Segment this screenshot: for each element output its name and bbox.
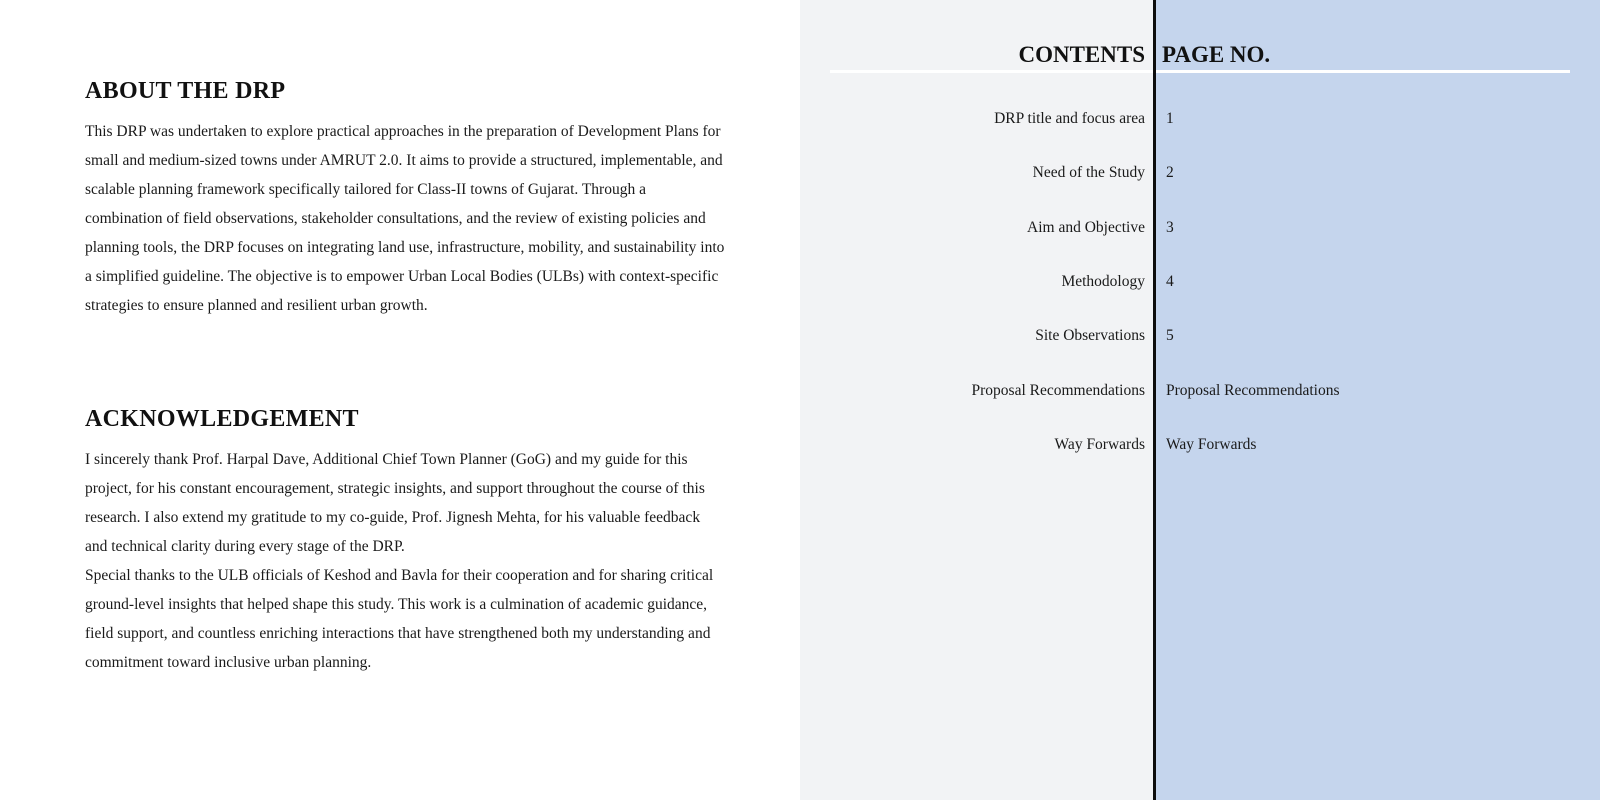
about-body: This DRP was undertaken to explore practical approaches in the preparation of Development Plans for small and medium-sized towns under AMRUT 2.0. It aims to provide a structured, implementable, and scalable planning framework specifically tailored for Class-II towns of Gujarat. Through a combination of field observations, stakeholder consultations, and the review of existing policies and planning tools, the DRP focuses on integrating land use, infrastructure, mobility, and sustainability into a simplified guideline. The objective is to empower Urban Local Bodies (ULBs) with context-specific strategies to ensure planned and resilient urban growth. (85, 123, 725, 314)
toc-entry[interactable] (0, 110, 1600, 134)
contents-heading: CONTENTS (1018, 42, 1145, 67)
toc-entry-page: 1 (1166, 110, 1174, 127)
toc-entry-page: 2 (1166, 164, 1174, 181)
acknowledgement-paragraph-1: I sincerely thank Prof. Harpal Dave, Additional Chief Town Planner (GoG) and my guide for this project, for his constant encouragement, strategic insights, and support throughout the course of this research. I also extend my gratitude to my co-guide, Prof. Jignesh Mehta, for his valuable feedback and technical clarity during every stage of the DRP. (85, 451, 705, 555)
toc-entry-page: 3 (1166, 219, 1174, 236)
about-heading: ABOUT THE DRP (85, 78, 286, 104)
toc-entry-page: Way Forwards (1166, 436, 1257, 453)
toc-entry-page: Proposal Recommendations (1166, 382, 1340, 399)
toc-entry-title: Proposal Recommendations (971, 382, 1145, 399)
toc-entry-title: Need of the Study (1032, 164, 1145, 181)
toc-entry[interactable] (0, 327, 1600, 351)
toc-entry-title: Aim and Objective (1027, 219, 1145, 236)
toc-entry-title: Methodology (1061, 273, 1145, 290)
toc-entry-title: Site Observations (1035, 327, 1145, 344)
toc-entry-page: 4 (1166, 273, 1174, 290)
toc-entry[interactable] (0, 164, 1600, 188)
toc-entry[interactable] (0, 273, 1600, 297)
toc-entry-title: Way Forwards (1054, 436, 1145, 453)
toc-entry[interactable] (0, 436, 1600, 460)
toc-entry-page: 5 (1166, 327, 1174, 344)
acknowledgement-paragraph-2: Special thanks to the ULB officials of Keshod and Bavla for their cooperation and for sharing critical ground-level insights that helped shape this study. This work is a culmination of academic guidance, field support, and countless enriching interactions that have strengthened both my understanding and commitment toward inclusive urban planning. (85, 567, 714, 671)
acknowledgement-heading: ACKNOWLEDGEMENT (85, 406, 359, 432)
toc-entry[interactable] (0, 219, 1600, 243)
page-no-heading: PAGE NO. (1162, 42, 1271, 67)
toc-entry[interactable] (0, 382, 1600, 406)
toc-entry-title: DRP title and focus area (994, 110, 1145, 127)
